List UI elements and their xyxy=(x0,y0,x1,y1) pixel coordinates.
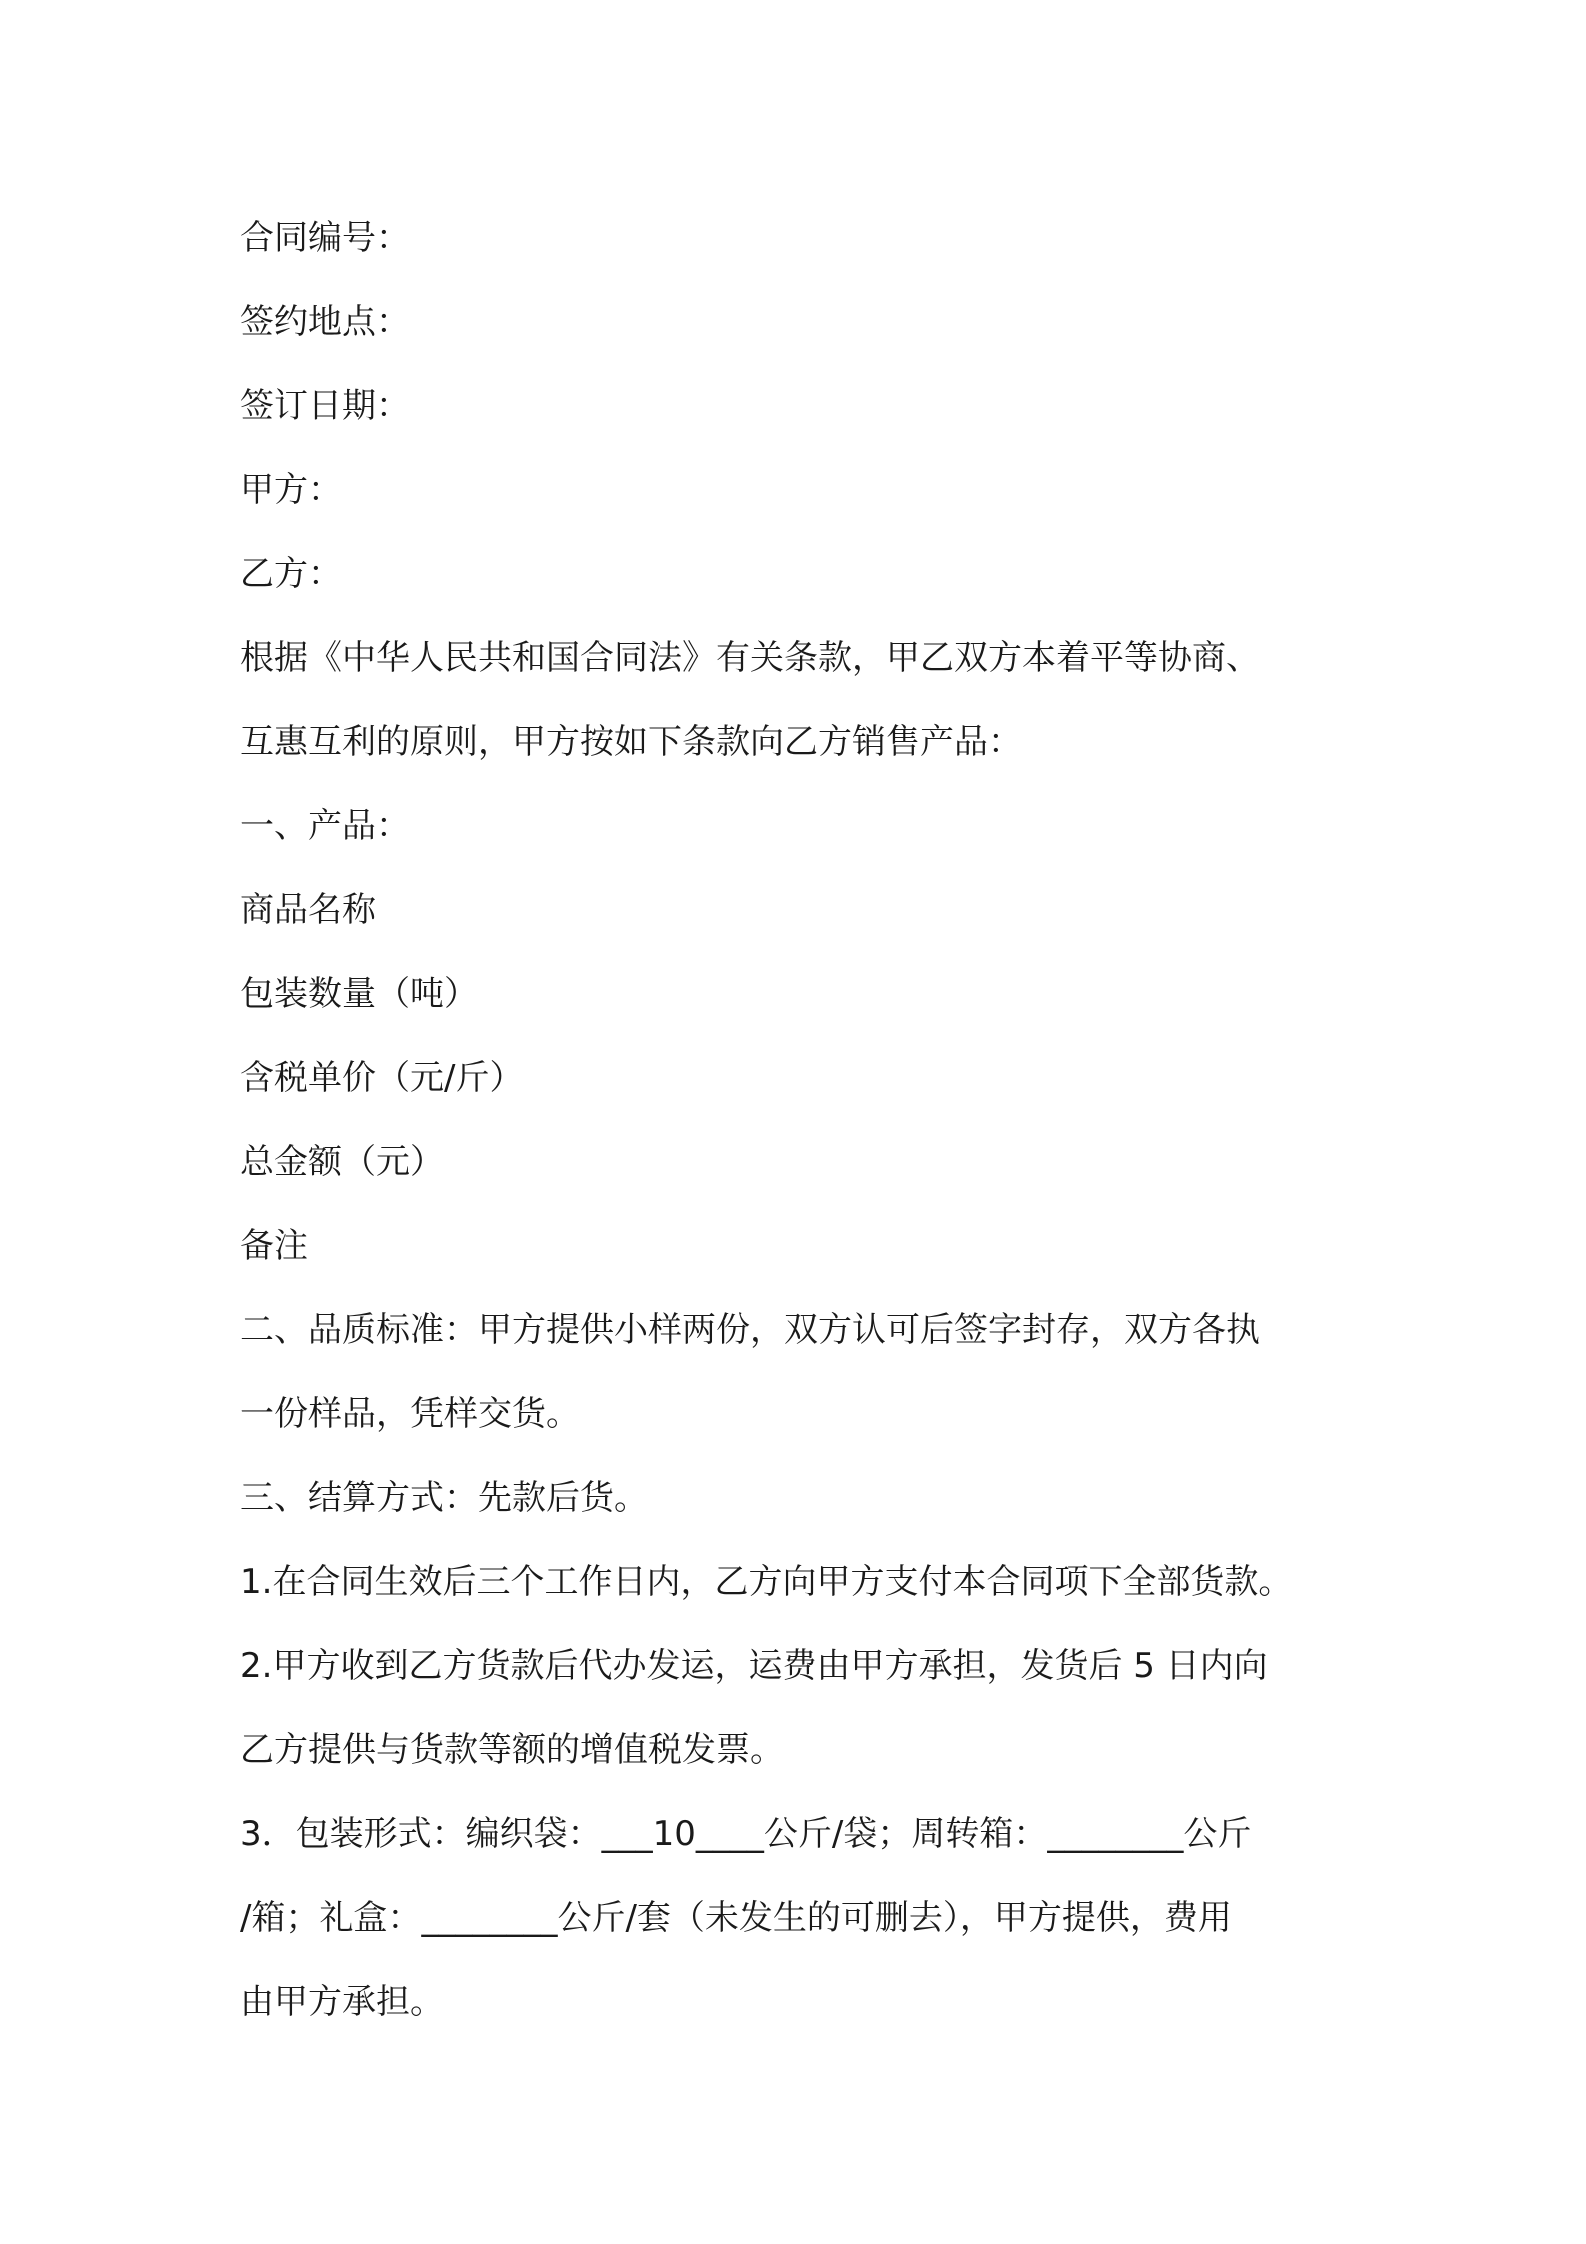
clause-2-line-2: 乙方提供与货款等额的增值税发票。 xyxy=(240,1730,784,1770)
section-2-line-1: 二、品质标准：甲方提供小样两份，双方认可后签字封存，双方各执 xyxy=(240,1310,1260,1350)
contract-number-label: 合同编号： xyxy=(240,218,410,258)
remarks-field: 备注 xyxy=(240,1226,308,1266)
section-1-heading: 一、产品： xyxy=(240,806,410,846)
unit-price-field: 含税单价（元/斤） xyxy=(240,1058,524,1098)
document-body xyxy=(240,196,1360,2044)
package-quantity-field: 包装数量（吨） xyxy=(240,974,478,1014)
total-amount-field: 总金额（元） xyxy=(240,1142,444,1182)
clause-3-line-1: 3．包装形式：编织袋：___10____公斤/袋；周转箱：________公斤 xyxy=(240,1814,1252,1854)
preamble-line-1: 根据《中华人民共和国合同法》有关条款，甲乙双方本着平等协商、 xyxy=(240,638,1260,678)
clause-3-line-3: 由甲方承担。 xyxy=(240,1982,444,2022)
product-name-field: 商品名称 xyxy=(240,890,376,930)
party-a-label: 甲方： xyxy=(240,470,342,510)
clause-1: 1.在合同生效后三个工作日内，乙方向甲方支付本合同项下全部货款。 xyxy=(240,1562,1293,1602)
section-2-line-2: 一份样品，凭样交货。 xyxy=(240,1394,580,1434)
section-3-heading: 三、结算方式：先款后货。 xyxy=(240,1478,648,1518)
signing-location-label: 签约地点： xyxy=(240,302,410,342)
clause-3-line-2: /箱；礼盒：________公斤/套（未发生的可删去），甲方提供，费用 xyxy=(240,1898,1232,1938)
party-b-label: 乙方： xyxy=(240,554,342,594)
preamble-line-2: 互惠互利的原则，甲方按如下条款向乙方销售产品： xyxy=(240,722,1022,762)
clause-2-line-1: 2.甲方收到乙方货款后代办发运，运费由甲方承担，发货后 5 日内向 xyxy=(240,1646,1268,1686)
signing-date-label: 签订日期： xyxy=(240,386,410,426)
